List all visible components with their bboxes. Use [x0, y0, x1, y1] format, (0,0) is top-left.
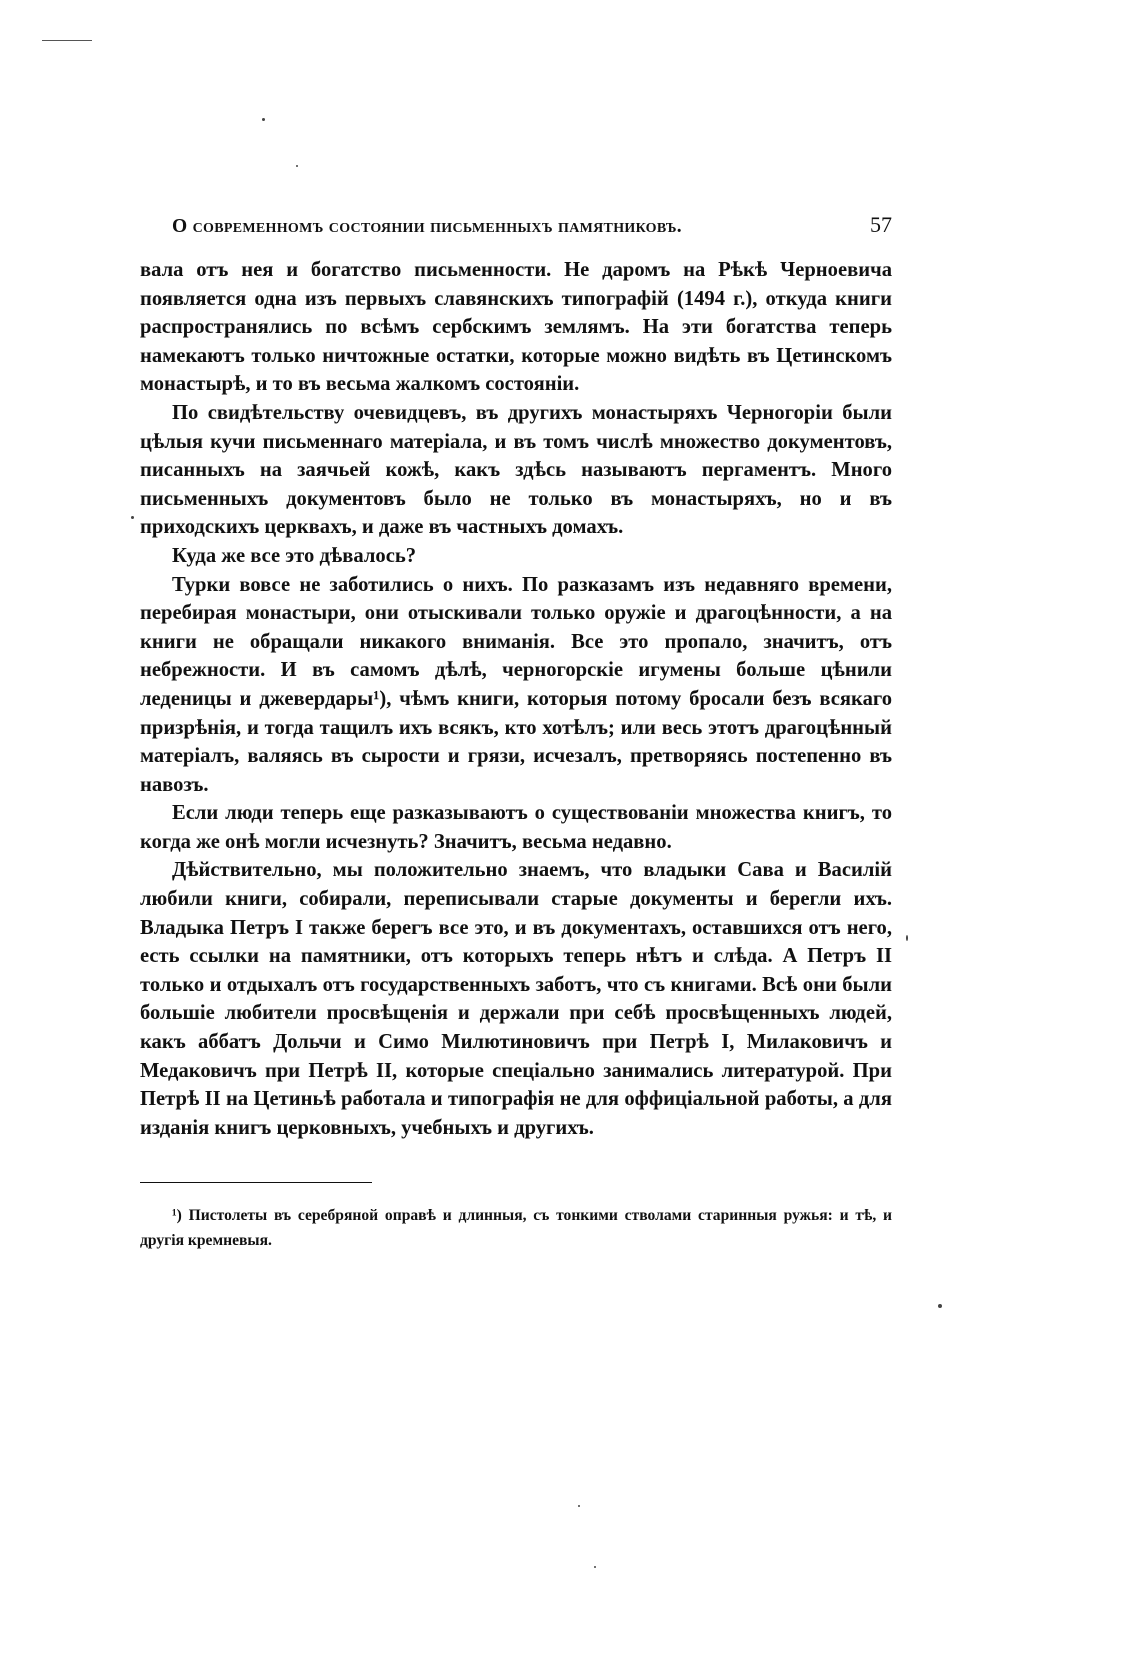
paragraph-4: Турки вовсе не заботились о нихъ. По разказамъ изъ недавняго времени, перебирая монастыри, они отыскивали только оружіе и драгоцѣнности, а на книги не обращали никакого вниманія. Все это пропало, значитъ, отъ небрежности. И въ самомъ дѣлѣ, черногорскіе игумены больше цѣнили леденицы и джевердары¹), чѣмъ книги, которыя потому бросали безъ всякаго призрѣнія, и тогда тащилъ ихъ всякъ, кто хотѣлъ; или весь этотъ драгоцѣнный матеріалъ, валяясь въ сырости и грязи, исчезалъ, претворяясь постепенно въ навозъ. — [140, 573, 892, 796]
scan-speck — [578, 1505, 580, 1507]
running-head-title: О современномъ состоянии письменныхъ памятниковъ. — [172, 216, 682, 237]
scan-speck — [906, 935, 908, 941]
scan-speck — [262, 118, 265, 121]
paragraph-3: Куда же все это дѣвалось? — [172, 544, 417, 567]
book-page — [140, 212, 892, 1253]
corner-scan-mark — [42, 40, 92, 41]
body-text — [140, 256, 892, 1142]
scan-speck — [594, 1566, 596, 1568]
paragraph-1: вала отъ нея и богатство письменности. Не даромъ на Рѣкѣ Черноевича появляется одна изъ первыхъ славянскихъ типографій (1494 г.), откуда книги распространялись по всѣмъ сербскимъ землямъ. На эти богатства теперь намекаютъ только ничтожные остатки, которые можно видѣть въ Цетинскомъ монастырѣ, и то въ весьма жалкомъ состояніи. — [140, 259, 892, 396]
page-number: 57 — [870, 212, 892, 237]
paragraph-2: По свидѣтельству очевидцевъ, въ другихъ монастыряхъ Черногоріи были цѣлыя кучи письменнаго матеріала, и въ томъ числѣ множество документовъ, писанныхъ на заячьей кожѣ, какъ здѣсь называютъ пергаментъ. Много письменныхъ документовъ было не только въ монастыряхъ, но и въ приходскихъ церквахъ, и даже въ частныхъ домахъ. — [140, 401, 892, 539]
scan-speck — [296, 165, 298, 167]
scan-speck — [938, 1304, 942, 1308]
footnote: ¹) Пистолеты въ серебряной оправѣ и длинныя, съ тонкими стволами старинныя ружья: и тѣ, и другія кремневыя. — [140, 1207, 892, 1250]
paragraph-5: Если люди теперь еще разказываютъ о существованіи множества книгъ, то когда же онѣ могли исчезнуть? Значитъ, весьма недавно. — [140, 802, 892, 853]
scan-speck — [131, 516, 134, 519]
footnote-separator — [140, 1182, 372, 1183]
paragraph-6: Дѣйствительно, мы положительно знаемъ, что владыки Сава и Василій любили книги, собирали, переписывали старые документы и берегли ихъ. Владыка Петръ I также берегъ все это, и въ документахъ, оставшихся отъ него, есть ссылки на памятники, отъ которыхъ теперь нѣтъ и слѣда. А Петръ II только и отдыхалъ отъ государственныхъ заботъ, что съ книгами. Всѣ они были большіе любители просвѣщенія и держали при себѣ просвѣщенныхъ людей, какъ аббатъ Дольчи и Симо Милютиновичъ при Петрѣ I, Милаковичъ и Медаковичъ при Петрѣ II, которые спеціально занимались литературой. При Петрѣ II на Цетиньѣ работала и типографія не для оффиціальной работы, а для изданія книгъ церковныхъ, учебныхъ и другихъ. — [140, 859, 892, 1139]
running-head — [140, 212, 892, 238]
